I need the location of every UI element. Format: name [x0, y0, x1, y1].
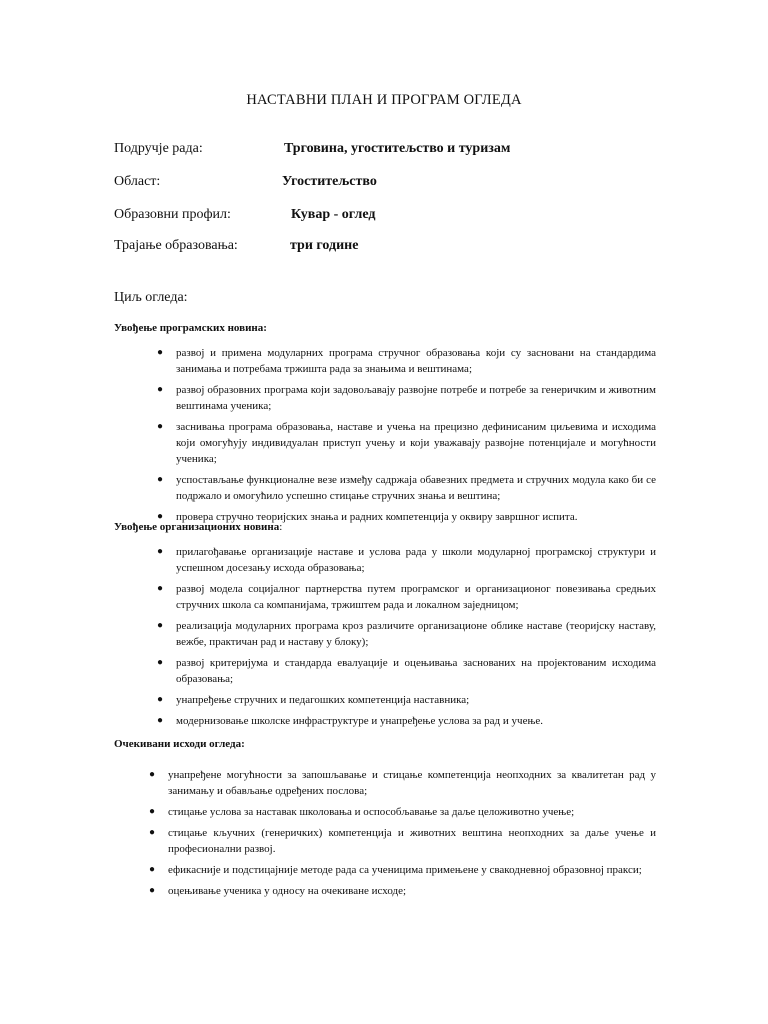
- meta-value: три године: [290, 238, 359, 253]
- section-heading-programs: [114, 322, 267, 334]
- section-list-organization: [157, 544, 656, 734]
- list-item: [157, 713, 656, 729]
- list-item-text: заснивања програма образовања, наставе и учења на прецизно дефинисаним циљевима и исходима који омогућују индивидуалан приступ учењу и који уважавају развојне потенцијале и могућности ученика;: [176, 421, 656, 465]
- meta-value: Угоститељство: [282, 174, 377, 189]
- meta-row-profile: [114, 207, 674, 227]
- document-title: НАСТАВНИ ПЛАН И ПРОГРАМ ОГЛЕДА: [246, 92, 522, 108]
- meta-label: Образовни профил:: [114, 207, 231, 222]
- bullet-icon: ●: [149, 806, 156, 817]
- list-item-text: реализација модуларних програма кроз различите организационе облике наставе (теоријску наставу, вежбе, практичан рад и наставу у блоку);: [176, 620, 656, 648]
- section-heading-text: Очекивани исходи огледа:: [114, 738, 245, 750]
- list-item-text: развој критеријума и стандарда евалуације и оцењивања заснованих на пројектованим исходима образовања;: [176, 657, 656, 685]
- list-item-text: модернизовање школске инфраструктуре и унапређење услова за рад и учење.: [176, 715, 544, 727]
- list-item: [149, 862, 656, 878]
- list-item-text: унапређење стручних и педагошких компетенција наставника;: [176, 694, 470, 706]
- bullet-icon: ●: [157, 384, 164, 395]
- meta-label: Подручје рада:: [114, 141, 203, 156]
- list-item: [157, 472, 656, 504]
- list-item: [149, 804, 656, 820]
- list-item-text: стицање услова за наставак школовања и оспособљавање за даље целоживотно учење;: [168, 806, 575, 818]
- list-item-text: провера стручно теоријских знања и радних компетенција у оквиру завршног испита.: [176, 511, 578, 523]
- list-item-text: ефикасније и подстицајније методе рада са ученицима примењене у свакодневној образовној пракси;: [168, 864, 642, 876]
- list-item-text: развој образовних програма који задовољавају развојне потребе и потребе за генеричким и животним вештинама ученика;: [176, 384, 656, 412]
- section-heading-outcomes: [114, 738, 245, 750]
- list-item: [157, 419, 656, 467]
- list-item: [149, 825, 656, 857]
- bullet-icon: ●: [157, 421, 164, 432]
- list-item-text: развој и примена модуларних програма стручног образовања који су засновани на стандардима занимања и потребама тржишта рада за знањима и вештинама;: [176, 347, 656, 375]
- section-heading-text: Увођење програмских новина:: [114, 322, 267, 334]
- bullet-icon: ●: [157, 694, 164, 705]
- list-item: [157, 544, 656, 576]
- list-item: [149, 883, 656, 899]
- bullet-icon: ●: [157, 474, 164, 485]
- list-item: [149, 767, 656, 799]
- bullet-icon: ●: [157, 715, 164, 726]
- meta-value: Трговина, угоститељство и туризам: [284, 141, 511, 156]
- list-item-text: стицање кључних (генеричких) компетенција и животних вештина неопходних за даље учење и професионални развој.: [168, 827, 656, 855]
- list-item: [157, 345, 656, 377]
- bullet-icon: ●: [157, 511, 164, 522]
- goal-heading: Циљ огледа:: [114, 290, 188, 305]
- list-item: [157, 581, 656, 613]
- meta-row-duration: [114, 238, 674, 258]
- section-heading-organization: [114, 521, 282, 533]
- meta-row-area: [114, 174, 674, 194]
- list-item: [157, 692, 656, 708]
- list-item: [157, 382, 656, 414]
- list-item: [157, 655, 656, 687]
- bullet-icon: ●: [157, 657, 164, 668]
- bullet-icon: ●: [157, 583, 164, 594]
- bullet-icon: ●: [157, 620, 164, 631]
- meta-label: Област:: [114, 174, 161, 189]
- bullet-icon: ●: [149, 769, 156, 780]
- bullet-icon: ●: [157, 546, 164, 557]
- meta-row-field: [114, 141, 674, 161]
- meta-label: Трајање образовања:: [114, 238, 238, 253]
- meta-value: Кувар - оглед: [291, 207, 376, 222]
- section-list-outcomes: [149, 767, 656, 904]
- section-heading-text: Увођење организационих новина: [114, 521, 280, 533]
- bullet-icon: ●: [149, 885, 156, 896]
- list-item-text: оцењивање ученика у односу на очекиване исходе;: [168, 885, 407, 897]
- bullet-icon: ●: [157, 347, 164, 358]
- list-item-text: прилагођавање организације наставе и услова рада у школи модуларној програмској структури и успешном досезању исхода образовања;: [176, 546, 656, 574]
- list-item: [157, 618, 656, 650]
- section-heading-suffix: :: [279, 521, 283, 533]
- bullet-icon: ●: [149, 827, 156, 838]
- list-item-text: развој модела социјалног партнерства путем програмског и организационог повезивања средњих стручних школа са компанијама, тржиштем рада и локалном заједницом;: [176, 583, 656, 611]
- list-item-text: унапређене могућности за запошљавање и стицање компетенција неопходних за квалитетан рад у занимању и обављање одређених послова;: [168, 769, 656, 797]
- list-item-text: успостављање функционалне везе између садржаја обавезних предмета и стручних модула како би се подржало и омогућило успешно стицање стручних знања и вештина;: [176, 474, 656, 502]
- bullet-icon: ●: [149, 864, 156, 875]
